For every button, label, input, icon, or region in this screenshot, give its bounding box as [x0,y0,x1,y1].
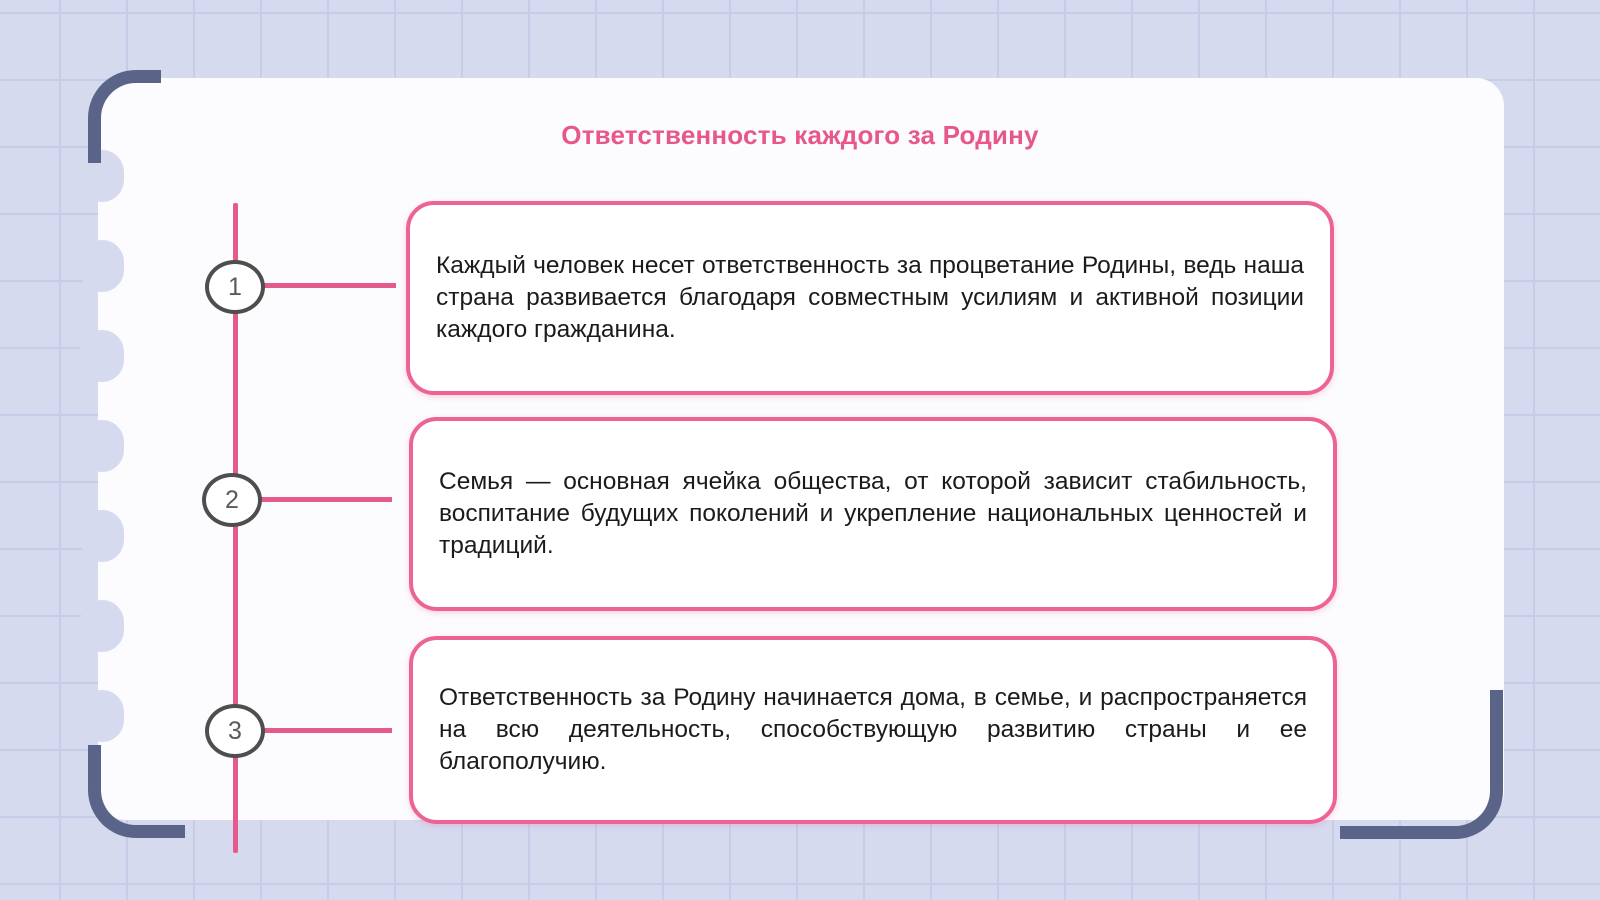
step-3-card [409,636,1337,824]
step-3-number: 3 [228,716,242,745]
step-2-marker [202,473,262,527]
step-2-card [409,417,1337,611]
frame-corner-bottom-left [88,745,185,838]
paper-notch [80,690,124,742]
paper-notch [80,510,124,562]
step-2-text: Семья — основная ячейка общества, от которой зависит стабильность, воспитание будущих поколений и укрепление национальных ценностей и традиций. [439,468,1307,559]
step-1-marker [205,260,265,314]
step-3-marker [205,704,265,758]
slide-title: Ответственность каждого за Родину [561,120,1039,150]
step-1-text: Каждый человек несет ответственность за процветание Родины, ведь наша страна развивается благодаря совместным усилиям и активной позиции каждого гражданина. [436,252,1304,343]
paper-notch [80,330,124,382]
paper-notch [80,600,124,652]
step-3-text: Ответственность за Родину начинается дома, в семье, и распространяется на всю деятельность, способствующую развитию страны и ее благополучию. [439,684,1307,775]
step-1-number: 1 [228,272,242,301]
paper-notch [80,420,124,472]
step-3-connector [262,728,392,733]
step-1-card [406,201,1334,395]
frame-corner-bottom-right [1340,690,1503,839]
step-1-connector [262,283,396,288]
paper-notch [80,240,124,292]
step-2-connector [258,497,392,502]
step-2-number: 2 [225,485,239,514]
